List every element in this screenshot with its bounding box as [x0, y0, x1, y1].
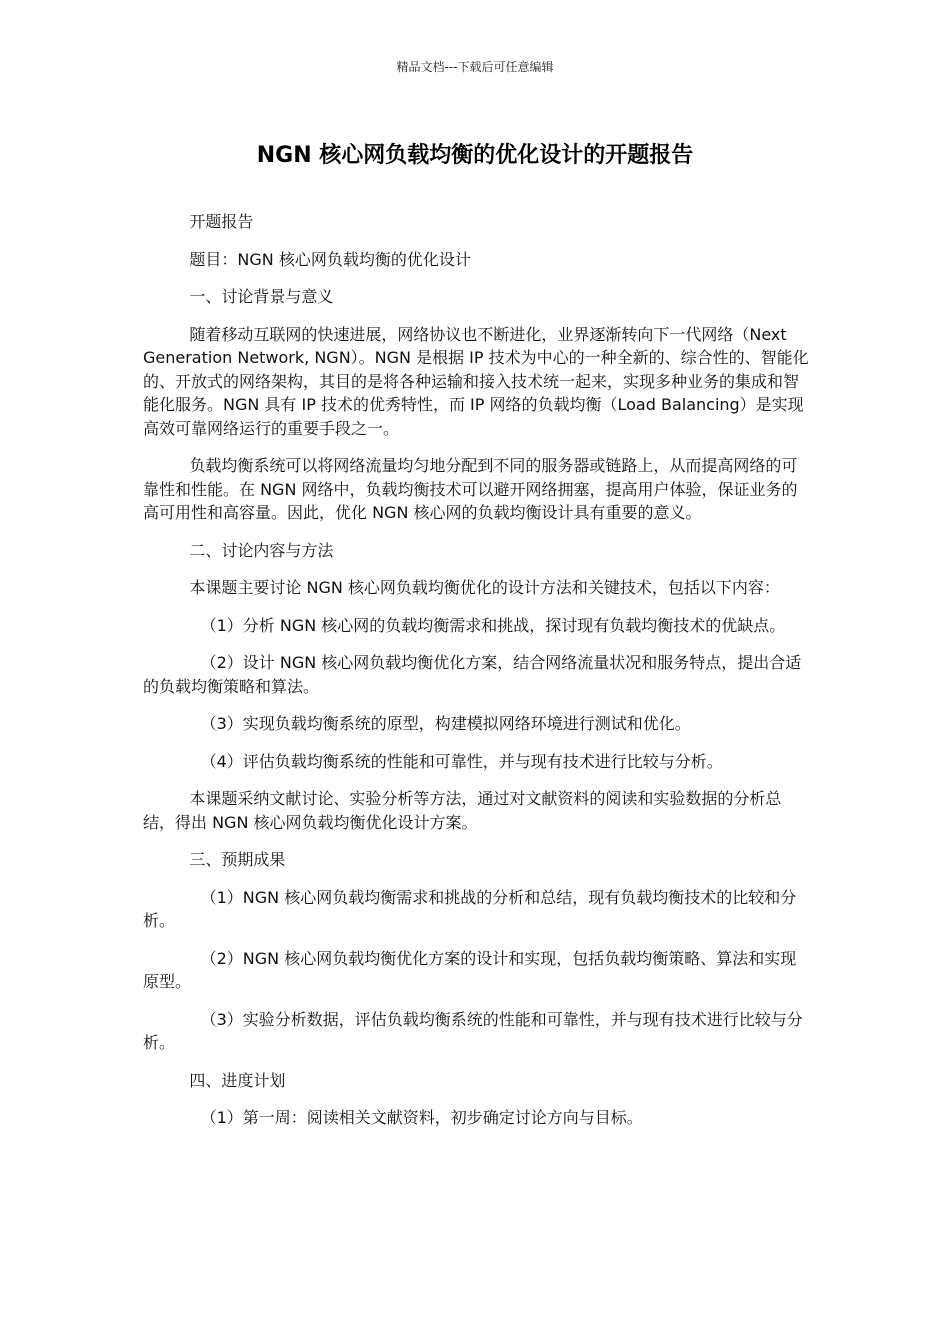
paragraph-background-1: 随着移动互联网的快速进展，网络协议也不断进化，业界逐渐转向下一代网络（Next Generation Network, NGN）。NGN 是根据 IP 技术为中心的一种全新的、综合性的、智能化的、开放式的网络架构，其目的是将各种运输和接入技术统一起来，实现多种业务的集成和智能化服务。NGN 具有 IP 技术的优秀特性，而 IP 网络的负载均衡（Load Balancing）是实现高效可靠网络运行的重要手段之一。 — [143, 324, 809, 438]
list-item-result-2: （2）NGN 核心网负载均衡优化方案的设计和实现，包括负载均衡策略、算法和实现原型。 — [143, 948, 797, 991]
paragraph-report-label: 开题报告 — [189, 212, 254, 231]
list-item-result-3: （3）实验分析数据，评估负载均衡系统的性能和可靠性，并与现有技术进行比较与分析。 — [143, 1009, 803, 1052]
section-heading-expected-results: 三、预期成果 — [189, 850, 286, 869]
paragraph-background-2: 负载均衡系统可以将网络流量均匀地分配到不同的服务器或链路上，从而提高网络的可靠性和性能。在 NGN 网络中，负载均衡技术可以避开网络拥塞，提高用户体验，保证业务的高可用性和高容量。因此，优化 NGN 核心网的负载均衡设计具有重要的意义。 — [143, 456, 798, 522]
paragraph-topic: 题目：NGN 核心网负载均衡的优化设计 — [189, 249, 471, 269]
document-title: NGN 核心网负载均衡的优化设计的开题报告 — [256, 143, 694, 168]
section-heading-content-method: 二、讨论内容与方法 — [189, 540, 334, 560]
paragraph-method: 本课题采纳文献讨论、实验分析等方法，通过对文献资料的阅读和实验数据的分析总结，得出 NGN 核心网负载均衡优化设计方案。 — [143, 789, 782, 832]
document-body — [143, 210, 809, 1144]
list-item-content-4: （4）评估负载均衡系统的性能和可靠性，并与现有技术进行比较与分析。 — [200, 751, 723, 771]
list-item-schedule-1: （1）第一周：阅读相关文献资料，初步确定讨论方向与目标。 — [200, 1108, 643, 1127]
list-item-result-1: （1）NGN 核心网负载均衡需求和挑战的分析和总结，现有负载均衡技术的比较和分析。 — [143, 887, 797, 930]
header-note: 精品文档---下载后可任意编辑 — [396, 60, 554, 74]
list-item-content-1: （1）分析 NGN 核心网的负载均衡需求和挑战，探讨现有负载均衡技术的优缺点。 — [200, 615, 786, 635]
section-heading-background: 一、讨论背景与意义 — [189, 287, 334, 306]
section-heading-schedule: 四、进度计划 — [189, 1070, 286, 1090]
list-item-content-2: （2）设计 NGN 核心网负载均衡优化方案，结合网络流量状况和服务特点，提出合适的负载均衡策略和算法。 — [143, 653, 802, 696]
list-item-content-3: （3）实现负载均衡系统的原型，构建模拟网络环境进行测试和优化。 — [200, 714, 691, 733]
paragraph-content-intro: 本课题主要讨论 NGN 核心网负载均衡优化的设计方法和关键技术，包括以下内容： — [189, 578, 780, 597]
